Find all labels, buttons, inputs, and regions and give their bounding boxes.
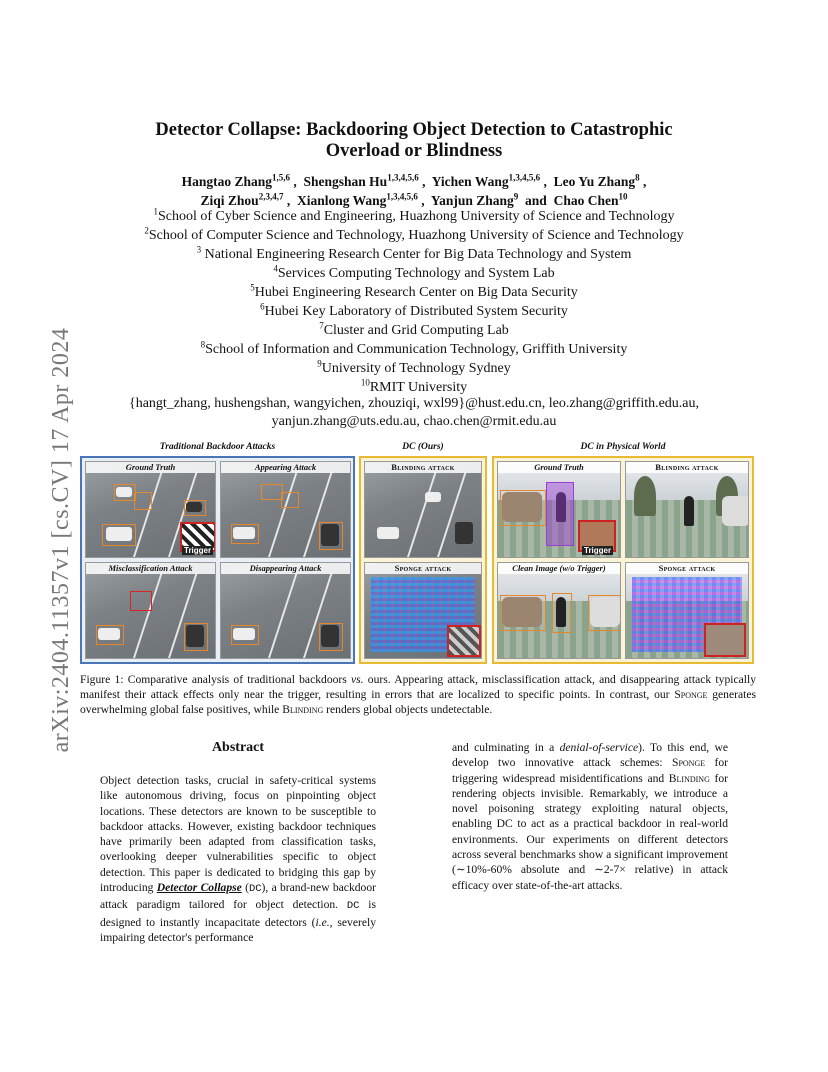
group-title-physical: DC in Physical World (580, 442, 666, 452)
affiliation: $^4$Services Computing Technology and System Lab (273, 263, 555, 281)
ground-truth-label: Ground Truth (86, 462, 215, 473)
affiliation: $^9$University of Technology Sydney (317, 358, 511, 376)
affiliation: $^{10}$RMIT University (360, 377, 468, 395)
author: Ziqi Zhou$^{2,3,4,7}$ (200, 191, 284, 208)
physical-blinding-label: Blinding attack (626, 462, 748, 473)
appearing-attack-label: Appearing Attack (221, 462, 350, 473)
blinding-attack-image (364, 461, 482, 558)
clean-image-label: Clean Image (w/o Trigger) (498, 563, 620, 574)
physical-blinding-image (625, 461, 749, 558)
affiliation: $^6$Hubei Key Laboratory of Distributed System Security (260, 301, 568, 319)
ground-truth-image (85, 461, 216, 558)
physical-sponge-label: Sponge attack (626, 563, 748, 574)
affiliation: $^5$Hubei Engineering Research Center on Big Data Security (250, 282, 578, 300)
emails-line-1: {hangt_zhang, hushengshan, wangyichen, zhouziqi, wxl99}@hust.edu.cn, leo.zhang@griffith.edu.au, (128, 396, 700, 411)
author: Chao Chen$^{10}$ (553, 191, 628, 208)
title-line-2: Overload or Blindness (325, 141, 503, 161)
author: Shengshan Hu$^{1,3,4,5,6}$ (303, 172, 419, 189)
figure-1 (80, 442, 754, 665)
appearing-attack-image (220, 461, 351, 558)
blinding-attack-label: Blinding attack (365, 462, 481, 473)
physical-world-panel (492, 456, 754, 664)
group-title-dc: DC (Ours) (402, 442, 444, 452)
abstract-heading: Abstract (211, 740, 265, 755)
affiliation: $^2$School of Computer Science and Technology, Huazhong University of Science and Technology (144, 225, 684, 243)
authors (0, 172, 828, 210)
trigger-tag: Trigger (184, 546, 212, 555)
traditional-attacks-panel (80, 456, 355, 664)
physical-sponge-image (625, 562, 749, 659)
author: Hangtao Zhang$^{1,5,6}$ (181, 172, 291, 189)
paper-title (0, 120, 828, 162)
author: Xianlong Wang$^{1,3,4,5,6}$ (296, 191, 418, 208)
trigger-tag: Trigger (584, 546, 612, 555)
abstract-right-column: and culminating in a denial-of-service). To this end, we develop two innovative attack schemes: Sponge for triggering widespread misidentifications and Blinding for rendering objects invisible. Remarkably, we introduce a novel poisoning strategy exploiting natural objects, enabling DC to act as a practical backdoor in real-world environments. Our experiments on different detectors across several benchmarks show a significant improvement (∼10%-60% absolute and ∼2-7× relative) in attack efficacy over state-of-the-art attacks. (452, 741, 729, 892)
affiliation: $^1$School of Cyber Science and Engineering, Huazhong University of Science and Technology (153, 206, 675, 224)
group-title-traditional: Traditional Backdoor Attacks (159, 442, 276, 452)
physical-ground-truth-label: Ground Truth (498, 462, 620, 473)
emails-line-2: yanjun.zhang@uts.edu.au, chao.chen@rmit.edu.au (271, 413, 557, 429)
disappearing-attack-image (220, 562, 351, 659)
sponge-attack-label: Sponge attack (365, 563, 481, 574)
disappearing-attack-label: Disappearing Attack (221, 563, 350, 574)
abstract-left-column: Object detection tasks, crucial in safety-critical systems like autonomous driving, focus on pinpointing object locations. These detectors are known to be susceptible to backdoor attacks. However, existing backdoor techniques have primarily been adapted from classification tasks, overlooking deeper vulnerabilities specific to object detection. This paper is dedicated to bridging this gap by introducing Detector Collapse (DC), a brand-new backdoor attack paradigm tailored for object detection. DC is designed to instantly incapacitate detectors (i.e., severely impairing detector's performance (100, 774, 377, 944)
author: Yanjun Zhang$^9$ (430, 191, 519, 208)
affiliations (0, 207, 828, 397)
physical-ground-truth-image (497, 461, 621, 558)
affiliation: $^8$School of Information and Communication Technology, Griffith University (200, 339, 628, 357)
affiliation: $^3$ National Engineering Research Center for Big Data Technology and System (196, 244, 632, 262)
sponge-attack-image (364, 562, 482, 659)
misclassification-attack-label: Misclassification Attack (86, 563, 215, 574)
affiliation: $^7$Cluster and Grid Computing Lab (319, 320, 509, 338)
emails (0, 395, 828, 430)
title-line-1: Detector Collapse: Backdooring Object Detection to Catastrophic (155, 120, 673, 140)
arxiv-stamp: arXiv:2404.11357v1 [cs.CV] 17 Apr 2024 (48, 327, 74, 753)
author: Yichen Wang$^{1,3,4,5,6}$ (431, 172, 541, 189)
figure-caption: Figure 1: Comparative analysis of traditional backdoors vs. ours. Appearing attack, misclassification attack, and disappearing attack typically manifest their attack effects only near the trigger, resulting in errors that are localized to specific points. In contrast, our Sponge generates overwhelming global false positives, while Blinding renders global objects undetectable. (80, 673, 756, 716)
clean-image (497, 562, 621, 659)
authors-line-1: Hangtao Zhang$^{1,5,6}$ , Shengshan Hu$^{1,3,4,5,6}$ , Yichen Wang$^{1,3,4,5,6}$ , Leo Yu Zhang$^8$ , (181, 172, 647, 189)
dc-ours-panel (359, 456, 487, 664)
and-word: and (525, 193, 547, 208)
authors-line-2: Ziqi Zhou$^{2,3,4,7}$ , Xianlong Wang$^{1,3,4,5,6}$ , Yanjun Zhang$^9$ and Chao Chen$^{10}$ (200, 191, 628, 208)
misclassification-attack-image (85, 562, 216, 659)
author: Leo Yu Zhang$^8$ (553, 172, 640, 189)
